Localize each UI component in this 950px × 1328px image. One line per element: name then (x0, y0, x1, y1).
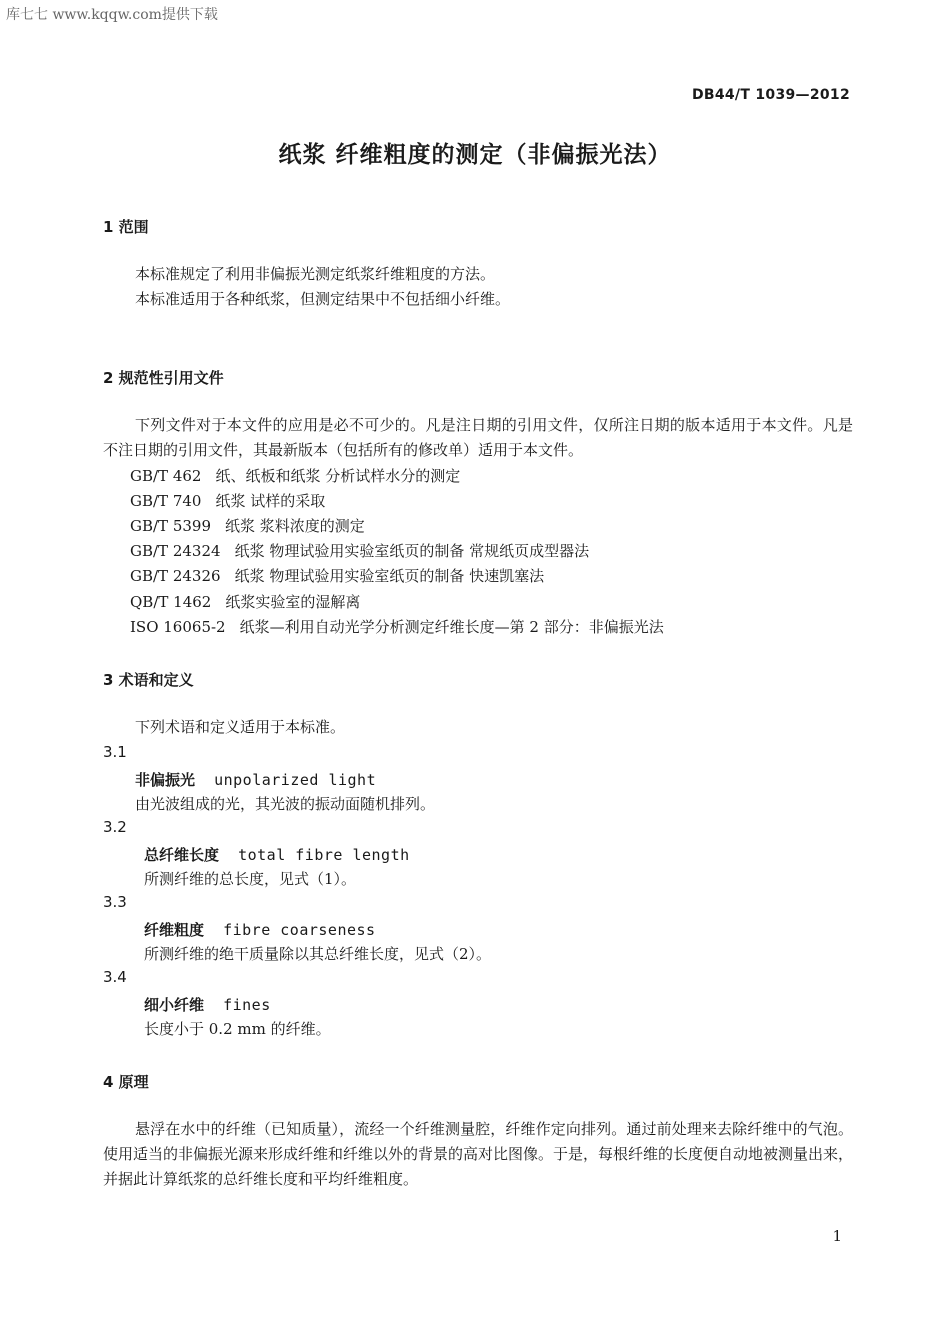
reference-item (130, 615, 664, 640)
term-zh: 纤维粗度 (144, 921, 205, 939)
reference-code: GB/T 462 (130, 467, 202, 485)
reference-title: 纸浆 物理试验用实验室纸页的制备 快速凯塞法 (234, 567, 545, 585)
reference-code: GB/T 740 (130, 492, 202, 510)
term-en: total fibre length (238, 846, 410, 864)
standard-number: DB44/T 1039—2012 (691, 87, 850, 103)
term-definition: 所测纤维的总长度，见式（1）。 (144, 870, 357, 888)
document-title: 纸浆 纤维粗度的测定（非偏振光法） (278, 142, 672, 168)
reference-code: ISO 16065-2 (130, 618, 226, 636)
section-1-paragraph: 本标准规定了利用非偏振光测定纸浆纤维粗度的方法。 (135, 265, 496, 283)
reference-code: GB/T 24326 (130, 567, 221, 585)
term-name (135, 769, 376, 790)
section-3-heading: 3 术语和定义 (103, 671, 194, 689)
reference-title: 纸浆 试样的采取 (215, 492, 326, 510)
page-number: 1 (832, 1227, 842, 1245)
reference-code: QB/T 1462 (130, 593, 212, 611)
reference-title: 纸、纸板和纸浆 分析试样水分的测定 (215, 467, 461, 485)
term-name (144, 994, 271, 1015)
term-name (144, 919, 376, 940)
section-1-heading: 1 范围 (103, 218, 149, 236)
term-number: 3.2 (103, 818, 127, 836)
term-en: unpolarized light (214, 771, 377, 789)
reference-title: 纸浆 物理试验用实验室纸页的制备 常规纸页成型器法 (234, 542, 590, 560)
term-zh: 细小纤维 (144, 996, 205, 1014)
term-definition: 所测纤维的绝干质量除以其总纤维长度，见式（2）。 (144, 945, 492, 963)
term-definition: 长度小于 0.2 mm 的纤维。 (144, 1020, 331, 1038)
section-1-paragraph: 本标准适用于各种纸浆，但测定结果中不包括细小纤维。 (135, 290, 511, 308)
section-4-paragraph: 悬浮在水中的纤维（已知质量），流经一个纤维测量腔，纤维作定向排列。通过前处理来去除纤维中的气泡。使用适当的非偏振光源来形成纤维和纤维以外的背景的高对比图像。于是，每根纤维的长度便自动地被测量出来，并据此计算纸浆的总纤维长度和平均纤维粗度。 (103, 1120, 854, 1188)
reference-item (130, 489, 325, 514)
reference-item (130, 590, 360, 615)
reference-title: 纸浆—利用自动光学分析测定纤维长度—第 2 部分：非偏振光法 (239, 618, 664, 636)
reference-item (130, 539, 589, 564)
term-name (144, 844, 410, 865)
term-en: fibre coarseness (223, 921, 376, 939)
reference-item (130, 514, 365, 539)
watermark: 库七七 www.kqqw.com提供下载 (6, 7, 218, 23)
term-zh: 非偏振光 (135, 771, 196, 789)
reference-code: GB/T 5399 (130, 517, 212, 535)
section-2-intro: 下列文件对于本文件的应用是必不可少的。凡是注日期的引用文件，仅所注日期的版本适用于本文件。凡是不注日期的引用文件，其最新版本（包括所有的修改单）适用于本文件。 (103, 416, 853, 459)
section-3-intro: 下列术语和定义适用于本标准。 (135, 718, 346, 736)
section-4-heading: 4 原理 (103, 1073, 149, 1091)
reference-title: 纸浆 浆料浓度的测定 (225, 517, 365, 535)
term-zh: 总纤维长度 (144, 846, 220, 864)
term-definition: 由光波组成的光，其光波的振动面随机排列。 (135, 795, 436, 813)
term-number: 3.1 (103, 743, 127, 761)
reference-code: GB/T 24324 (130, 542, 221, 560)
term-number: 3.3 (103, 893, 127, 911)
reference-item (130, 564, 544, 589)
term-number: 3.4 (103, 968, 127, 986)
reference-title: 纸浆实验室的湿解离 (225, 593, 361, 611)
term-en: fines (223, 996, 271, 1014)
section-2-heading: 2 规范性引用文件 (103, 369, 224, 387)
reference-item (130, 464, 460, 489)
